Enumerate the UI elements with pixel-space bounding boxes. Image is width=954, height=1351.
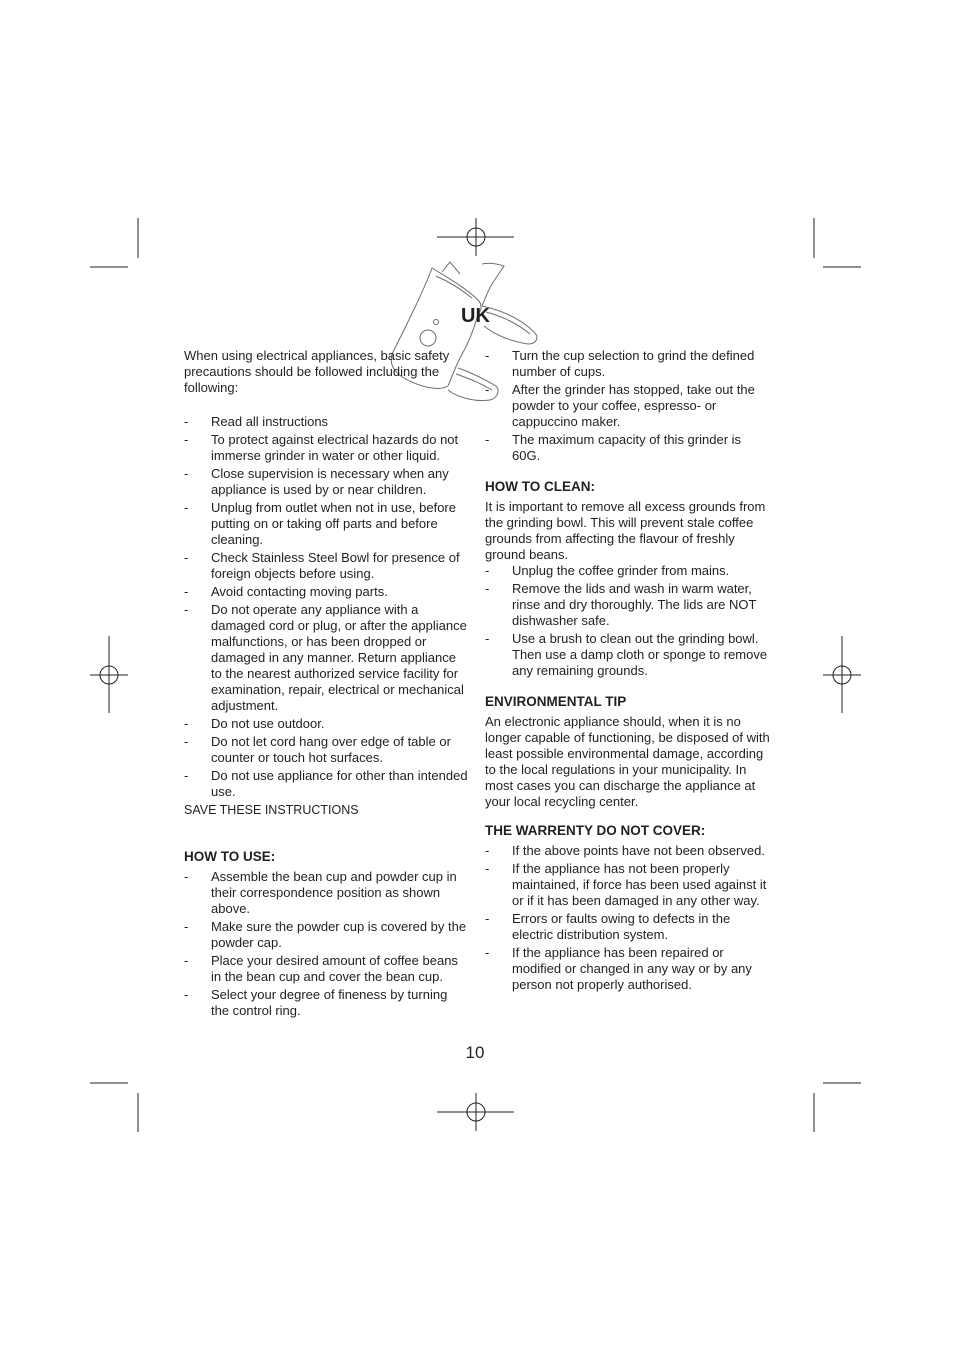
list-item: - Remove the lids and wash in warm water, rinse and dry thoroughly. The lids are NOT dishwasher safe. bbox=[485, 581, 757, 628]
list-item: - Unplug the coffee grinder from mains. bbox=[485, 563, 730, 578]
page-number: 10 bbox=[465, 1043, 485, 1062]
environmental-tip-text: An electronic appliance should, when it is no longer capable of functioning, be disposed of with least possible environmental damage, according to the local regulations in your municipality. In most cases you can discharge the appliance at your local recycling center. bbox=[485, 714, 770, 809]
warranty-list bbox=[485, 843, 771, 993]
list-item: - Assemble the bean cup and powder cup in their correspondence position as shown above. bbox=[184, 869, 457, 916]
list-item: - Do not operate any appliance with a damaged cord or plug, or after the appliance malfunctions, or has been dropped or damaged in any manner. Return appliance to the nearest authorized service facility for examination, repair, electrical or mechanical adjustment. bbox=[184, 602, 467, 713]
list-item: - Do not use appliance for other than intended use. bbox=[184, 768, 468, 799]
list-item: - Place your desired amount of coffee beans in the bean cup and cover the bean cup. bbox=[184, 953, 458, 984]
list-item: - Unplug from outlet when not in use, before putting on or taking off parts and before cleaning. bbox=[184, 500, 456, 547]
list-item: - If the appliance has been repaired or modified or changed in any way or by any person not properly authorised. bbox=[485, 945, 752, 992]
how-to-use-heading: HOW TO USE: bbox=[184, 849, 276, 864]
list-item: - The maximum capacity of this grinder is 60G. bbox=[485, 432, 742, 463]
list-item: - Errors or faults owing to defects in the electric distribution system. bbox=[485, 911, 731, 942]
how-to-use-list bbox=[184, 869, 468, 1019]
list-item: - Do not let cord hang over edge of table or counter or touch hot surfaces. bbox=[184, 734, 451, 765]
list-item: - After the grinder has stopped, take out the powder to your coffee, espresso- or cappuccino maker. bbox=[485, 382, 755, 429]
safety-list bbox=[184, 414, 468, 800]
left-column bbox=[184, 348, 468, 1021]
language-code: UK bbox=[461, 305, 490, 327]
list-item: - Turn the cup selection to grind the defined number of cups. bbox=[485, 348, 755, 379]
right-column bbox=[485, 348, 771, 995]
save-instructions: SAVE THESE INSTRUCTIONS bbox=[184, 803, 359, 817]
environmental-tip-heading: ENVIRONMENTAL TIP bbox=[485, 694, 627, 709]
list-item: - Close supervision is necessary when any appliance is used by or near children. bbox=[184, 466, 449, 497]
how-to-clean-intro: It is important to remove all excess grounds from the grinding bowl. This will prevent stale coffee grounds from affecting the flavour of freshly ground beans. bbox=[485, 499, 766, 562]
how-to-use-list-continued bbox=[485, 348, 771, 464]
list-item: - If the above points have not been observed. bbox=[485, 843, 765, 858]
list-item: - To protect against electrical hazards do not immerse grinder in water or other liquid. bbox=[184, 432, 459, 463]
registration-mark-top bbox=[437, 218, 514, 256]
list-item: - Make sure the powder cup is covered by the powder cap. bbox=[184, 919, 467, 950]
list-item: - If the appliance has not been properly maintained, if force has been used against it or if it has been damaged in any other way. bbox=[485, 861, 767, 908]
list-item: - Avoid contacting moving parts. bbox=[184, 584, 388, 599]
registration-mark-right bbox=[823, 636, 861, 713]
safety-intro: When using electrical appliances, basic safety precautions should be followed including the following: bbox=[184, 348, 450, 395]
warranty-heading: THE WARRENTY DO NOT COVER: bbox=[485, 823, 706, 838]
list-item: - Select your degree of fineness by turning the control ring. bbox=[184, 987, 448, 1018]
list-item: - Do not use outdoor. bbox=[184, 716, 325, 731]
how-to-clean-list bbox=[485, 563, 771, 679]
list-item: - Read all instructions bbox=[184, 414, 329, 429]
how-to-clean-heading: HOW TO CLEAN: bbox=[485, 479, 595, 494]
list-item: - Check Stainless Steel Bowl for presence of foreign objects before using. bbox=[184, 550, 460, 581]
registration-mark-bottom bbox=[437, 1093, 514, 1131]
list-item: - Use a brush to clean out the grinding bowl. Then use a damp cloth or sponge to remove any remaining grounds. bbox=[485, 631, 768, 678]
registration-mark-left bbox=[90, 636, 128, 713]
